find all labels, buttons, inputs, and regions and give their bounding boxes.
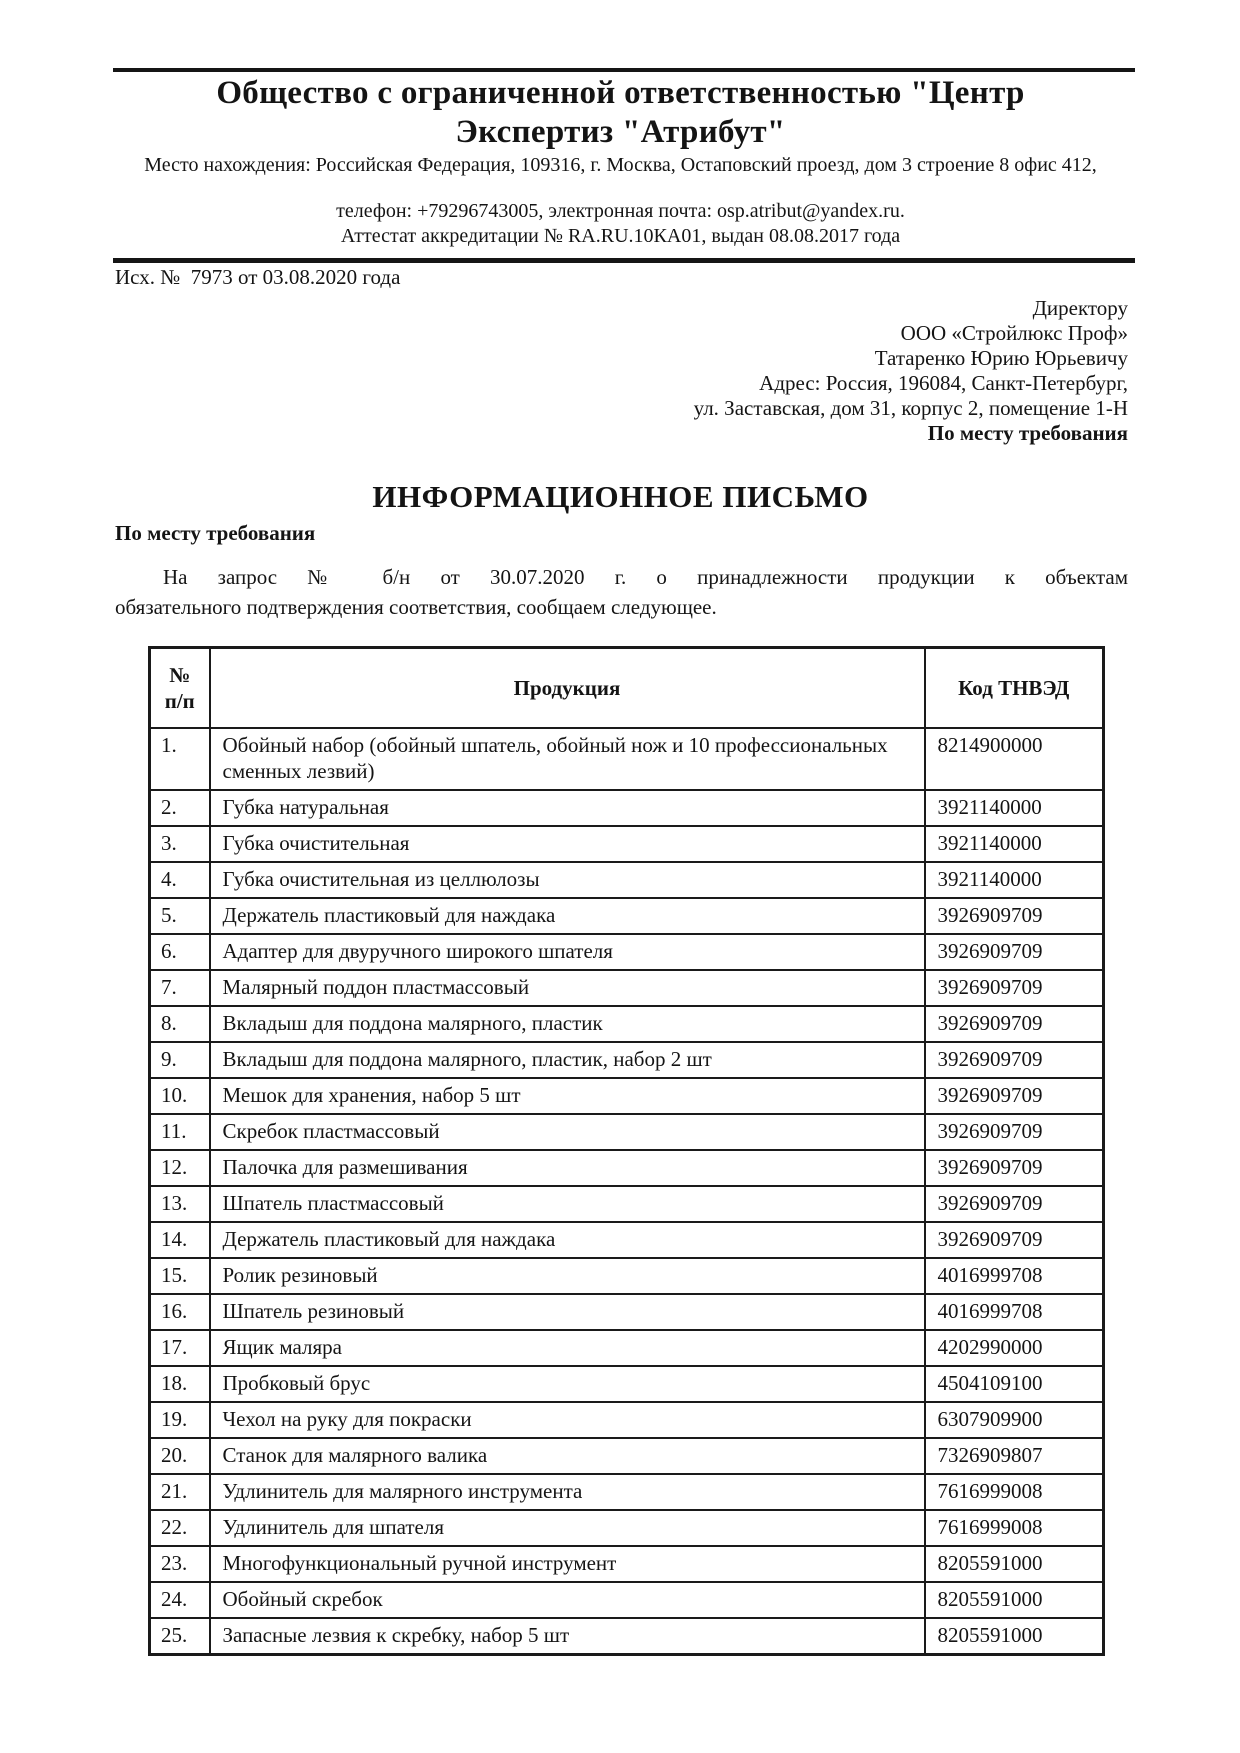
table-row — [150, 1510, 1104, 1546]
row-number: 3. — [150, 826, 210, 862]
row-product: Губка очистительная из целлюлозы — [210, 862, 925, 898]
table-header-row — [150, 648, 1104, 729]
table-row — [150, 1150, 1104, 1186]
company-location: Место нахождения: Российская Федерация, 109316, г. Москва, Остаповский проезд, дом 3 строение 8 офис 412, — [144, 154, 1097, 176]
row-number: 20. — [150, 1438, 210, 1474]
row-product: Ролик резиновый — [210, 1258, 925, 1294]
row-product: Станок для малярного валика — [210, 1438, 925, 1474]
table-row — [150, 790, 1104, 826]
row-code: 3926909709 — [925, 1042, 1104, 1078]
row-number: 23. — [150, 1546, 210, 1582]
table-row — [150, 1438, 1104, 1474]
row-code: 8205591000 — [925, 1582, 1104, 1618]
table-row — [150, 1258, 1104, 1294]
company-name-line2: Экспертиз "Атрибут" — [455, 114, 786, 150]
row-product: Удлинитель для малярного инструмента — [210, 1474, 925, 1510]
body-paragraph-line1: На запрос № б/н от 30.07.2020 г. о принадлежности продукции к объектам — [163, 565, 1128, 589]
row-product: Вкладыш для поддона малярного, пластик, набор 2 шт — [210, 1042, 925, 1078]
row-code: 7616999008 — [925, 1510, 1104, 1546]
row-code: 3926909709 — [925, 898, 1104, 934]
addressee-line: Директору — [1032, 296, 1128, 320]
table-row — [150, 1402, 1104, 1438]
row-code: 4016999708 — [925, 1258, 1104, 1294]
table-row — [150, 1186, 1104, 1222]
body-paragraph — [115, 562, 1128, 622]
table-row — [150, 1222, 1104, 1258]
products-table — [148, 646, 1105, 1656]
row-code: 3921140000 — [925, 790, 1104, 826]
row-product: Ящик маляра — [210, 1330, 925, 1366]
table-row — [150, 728, 1104, 790]
row-number: 8. — [150, 1006, 210, 1042]
row-code: 3926909709 — [925, 1114, 1104, 1150]
row-number: 22. — [150, 1510, 210, 1546]
row-product: Шпатель пластмассовый — [210, 1186, 925, 1222]
row-product: Мешок для хранения, набор 5 шт — [210, 1078, 925, 1114]
letterhead-top-rule — [113, 68, 1135, 72]
table-row — [150, 826, 1104, 862]
row-number: 17. — [150, 1330, 210, 1366]
addressee-line: ООО «Стройлюкс Проф» — [900, 321, 1128, 345]
table-row — [150, 862, 1104, 898]
row-product: Адаптер для двуручного широкого шпателя — [210, 934, 925, 970]
table-row — [150, 1546, 1104, 1582]
row-number: 13. — [150, 1186, 210, 1222]
table-row — [150, 1582, 1104, 1618]
addressee-line: ул. Заставская, дом 31, корпус 2, помещение 1-Н — [693, 396, 1128, 420]
table-row — [150, 934, 1104, 970]
row-code: 7326909807 — [925, 1438, 1104, 1474]
body-paragraph-line2: обязательного подтверждения соответствия, сообщаем следующее. — [115, 595, 717, 619]
row-code: 8205591000 — [925, 1618, 1104, 1655]
row-code: 8214900000 — [925, 728, 1104, 790]
table-row — [150, 1294, 1104, 1330]
row-number: 16. — [150, 1294, 210, 1330]
row-product: Держатель пластиковый для наждака — [210, 898, 925, 934]
company-name-line1: Общество с ограниченной ответственностью "Центр — [216, 75, 1025, 111]
row-code: 3926909709 — [925, 1186, 1104, 1222]
row-product: Чехол на руку для покраски — [210, 1402, 925, 1438]
row-product: Запасные лезвия к скребку, набор 5 шт — [210, 1618, 925, 1655]
row-code: 8205591000 — [925, 1546, 1104, 1582]
table-row — [150, 1330, 1104, 1366]
row-number: 7. — [150, 970, 210, 1006]
row-code: 3926909709 — [925, 970, 1104, 1006]
row-product: Пробковый брус — [210, 1366, 925, 1402]
row-number: 12. — [150, 1150, 210, 1186]
row-number: 6. — [150, 934, 210, 970]
row-number: 19. — [150, 1402, 210, 1438]
row-product: Шпатель резиновый — [210, 1294, 925, 1330]
row-code: 3921140000 — [925, 862, 1104, 898]
row-number: 5. — [150, 898, 210, 934]
row-code: 7616999008 — [925, 1474, 1104, 1510]
table-row — [150, 898, 1104, 934]
row-product: Держатель пластиковый для наждака — [210, 1222, 925, 1258]
row-code: 3926909709 — [925, 1006, 1104, 1042]
letter-title: ИНФОРМАЦИОННОЕ ПИСЬМО — [372, 479, 869, 514]
company-accreditation: Аттестат аккредитации № RA.RU.10КА01, выдан 08.08.2017 года — [340, 225, 901, 247]
addressee-line: Татаренко Юрию Юрьевичу — [874, 346, 1128, 370]
row-product: Многофункциональный ручной инструмент — [210, 1546, 925, 1582]
company-contact: телефон: +79296743005, электронная почта: osp.atribut@yandex.ru. — [336, 200, 905, 222]
row-number: 18. — [150, 1366, 210, 1402]
header-code: Код ТНВЭД — [925, 648, 1104, 729]
row-product: Обойный скребок — [210, 1582, 925, 1618]
addressee-line: Адрес: Россия, 196084, Санкт-Петербург, — [759, 371, 1128, 395]
row-code: 4016999708 — [925, 1294, 1104, 1330]
table-row — [150, 1366, 1104, 1402]
row-code: 3926909709 — [925, 1078, 1104, 1114]
header-product: Продукция — [210, 648, 925, 729]
row-number: 25. — [150, 1618, 210, 1655]
row-number: 14. — [150, 1222, 210, 1258]
row-product: Удлинитель для шпателя — [210, 1510, 925, 1546]
table-row — [150, 970, 1104, 1006]
row-number: 2. — [150, 790, 210, 826]
row-number: 11. — [150, 1114, 210, 1150]
addressee-block — [113, 296, 1128, 446]
row-product: Малярный поддон пластмассовый — [210, 970, 925, 1006]
header-num — [150, 648, 210, 729]
addressee-demand-note: По месту требования — [927, 421, 1128, 445]
row-product: Скребок пластмассовый — [210, 1114, 925, 1150]
company-name — [113, 74, 1128, 152]
table-row — [150, 1078, 1104, 1114]
row-code: 6307909900 — [925, 1402, 1104, 1438]
row-product: Вкладыш для поддона малярного, пластик — [210, 1006, 925, 1042]
row-number: 10. — [150, 1078, 210, 1114]
row-code: 3926909709 — [925, 934, 1104, 970]
letter-subtitle: По месту требования — [115, 521, 316, 545]
row-product: Палочка для размешивания — [210, 1150, 925, 1186]
table-row — [150, 1042, 1104, 1078]
row-number: 15. — [150, 1258, 210, 1294]
table-row — [150, 1474, 1104, 1510]
table-row — [150, 1006, 1104, 1042]
table-row — [150, 1114, 1104, 1150]
row-product: Обойный набор (обойный шпатель, обойный нож и 10 профессиональных сменных лезвий) — [210, 728, 925, 790]
row-number: 4. — [150, 862, 210, 898]
row-code: 4202990000 — [925, 1330, 1104, 1366]
row-code: 3926909709 — [925, 1222, 1104, 1258]
row-code: 4504109100 — [925, 1366, 1104, 1402]
header-num-line2: п/п — [164, 689, 195, 713]
row-number: 1. — [150, 728, 210, 790]
header-num-line1: № — [169, 663, 191, 687]
outgoing-reference: Исх. № 7973 от 03.08.2020 года — [115, 265, 401, 289]
row-number: 21. — [150, 1474, 210, 1510]
letterhead-bottom-rule — [113, 258, 1135, 263]
row-code: 3921140000 — [925, 826, 1104, 862]
row-number: 9. — [150, 1042, 210, 1078]
row-product: Губка натуральная — [210, 790, 925, 826]
table-row — [150, 1618, 1104, 1655]
row-product: Губка очистительная — [210, 826, 925, 862]
row-code: 3926909709 — [925, 1150, 1104, 1186]
row-number: 24. — [150, 1582, 210, 1618]
